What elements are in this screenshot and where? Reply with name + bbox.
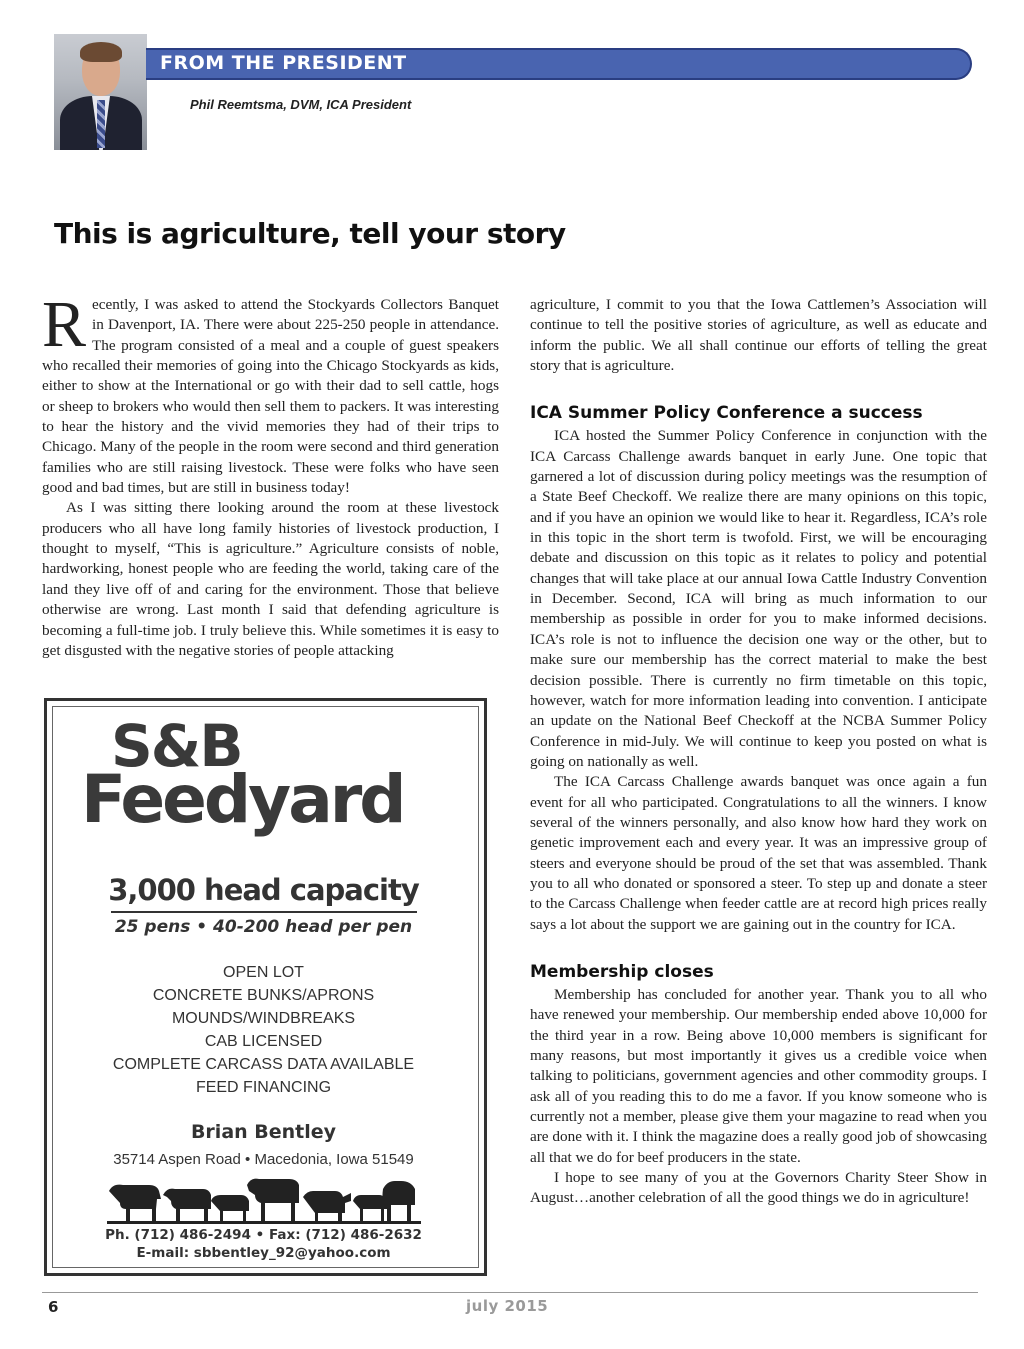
ad-brand-line-1: S&B bbox=[111, 712, 242, 780]
feedyard-advertisement bbox=[44, 698, 487, 1276]
cattle-silhouette-icon bbox=[107, 1171, 421, 1227]
article-headline: This is agriculture, tell your story bbox=[54, 217, 566, 250]
byline: Phil Reemtsma, DVM, ICA President bbox=[190, 97, 412, 112]
ad-feature: MOUNDS/WINDBREAKS bbox=[171, 1010, 356, 1027]
ad-email: E-mail: sbbentley_92@yahoo.com bbox=[136, 1245, 391, 1261]
ad-feature: CONCRETE BUNKS/APRONS bbox=[152, 987, 375, 1004]
ad-contact-name: Brian Bentley bbox=[190, 1121, 337, 1143]
article-paragraph-2: As I was sitting there looking around the room at these livestock producers who all have long family histories of livestock production, I thought to myself, “This is agriculture.” Agriculture consists of noble, hardworking, honest people who are feeding the world, taking care of the land they live off of and caring for the environment. Those that believe otherwise are wrong. Last month I said that defending agriculture is becoming a full-time job. I truly believe this. While sometimes it is easy to get disgusted with the negative stories of people attacking bbox=[42, 499, 499, 659]
ad-capacity: 3,000 head capacity bbox=[108, 873, 419, 907]
ad-brand-line-2: Feedyard bbox=[81, 761, 404, 838]
article-paragraph-4: The ICA Carcass Challenge awards banquet was once again a fun event for all who participated. Congratulations to all the winners. I know several of the winners personally, and also know how hard they work on genetic improvement each and every year. It was an impressive group of steers and everyone should be proud of the set that was assembled. Thank you to all who donated or sponsored a steer. To step up and donate a steer to the Carcass Challenge when feeder cattle are at record high prices really says a lot about the support we are gaining out in the country for ICA. bbox=[530, 773, 987, 933]
section-title: FROM THE PRESIDENT bbox=[160, 52, 407, 74]
page-number: 6 bbox=[48, 1298, 59, 1316]
issue-date: july 2015 bbox=[466, 1297, 549, 1315]
president-photo bbox=[54, 34, 147, 150]
drop-cap: R bbox=[42, 288, 87, 361]
subheading-summer-policy: ICA Summer Policy Conference a success bbox=[530, 403, 923, 424]
article-column-left bbox=[42, 288, 499, 661]
ad-phone-fax: Ph. (712) 486-2494 • Fax: (712) 486-2632 bbox=[105, 1227, 422, 1243]
article-paragraph-5: Membership has concluded for another year. Thank you to all who have renewed your membership. Our membership ended above 10,000 for the third year in a row. Being above 10,000 members is significant for many reasons, but most importantly it gives us a credible voice when talking to politicians, government agencies and other commodity groups. I ask all of you reading this to do me a favor. If you know someone who is currently not a member, please give them your magazine to read when you are done with it. I think the magazine does a really good job of showcasing all that we do for beef producers in the state. bbox=[530, 985, 987, 1166]
ad-address: 35714 Aspen Road • Macedonia, Iowa 51549 bbox=[113, 1151, 414, 1168]
ad-feature: OPEN LOT bbox=[223, 964, 304, 981]
article-paragraph-2-continued: agriculture, I commit to you that the Iowa Cattlemen’s Association will continue to tell the positive stories of agriculture, as well as educate and inform the public. We all shall continue our efforts of telling the great story that is agriculture. bbox=[530, 296, 987, 375]
ad-feature: CAB LICENSED bbox=[204, 1033, 323, 1050]
ad-feature: COMPLETE CARCASS DATA AVAILABLE bbox=[112, 1056, 415, 1073]
article-paragraph-1: Recently, I was asked to attend the Stockyards Collectors Banquet in Davenport, IA. There were about 225-250 people in attendance. The program consisted of a meal and a couple of guest speakers who recalled their memories of going into the Chicago Stockyards as kids, either to show at the International or go with their dad to sell cattle, hogs or sheep to brokers who would then sell them to packers. It was interesting to hear the history and the vivid memories they had of their trips to Chicago. Many of the people in the room were second and third generation families who are still raising livestock. These were folks who have seen good and bad times, but are still in business today! bbox=[42, 288, 499, 497]
ad-feature: FEED FINANCING bbox=[195, 1079, 332, 1096]
footer-rule bbox=[42, 1292, 978, 1293]
article-column-right bbox=[530, 295, 987, 1209]
ad-divider bbox=[111, 911, 417, 913]
ad-feature-list bbox=[47, 961, 480, 1099]
article-paragraph-6: I hope to see many of you at the Governors Charity Steer Show in August…another celebration of all the good things we do in agriculture! bbox=[530, 1169, 987, 1207]
subheading-membership: Membership closes bbox=[530, 961, 714, 982]
article-paragraph-3: ICA hosted the Summer Policy Conference in conjunction with the ICA Carcass Challenge awards banquet in early June. One topic that garnered a lot of discussion during policy meetings was the resumption of a State Beef Checkoff. We realize there are many opinions on this topic, and if you have an opinion we would like to hear it. Regardless, ICA’s role in this topic in the short term is twofold. First, we will be encouraging debate and discussion on this topic as it relates to policy and potential changes that will take place at our annual Iowa Cattle Industry Convention in December. Second, ICA will bring as much information to our membership as possible in order for you to make informed decisions. ICA’s role is not to influence the decision one way or the other, but to make sure our membership has the correct material to make the best decision possible. There is currently no firm timetable on this topic, however, watch for more information leading into convention. I anticipate an update on the National Beef Checkoff at the NCBA Summer Policy Conference in mid-July. We will continue to keep you posted on what is going on nationally as well. bbox=[530, 427, 987, 770]
ad-pens: 25 pens • 40-200 head per pen bbox=[114, 917, 413, 937]
